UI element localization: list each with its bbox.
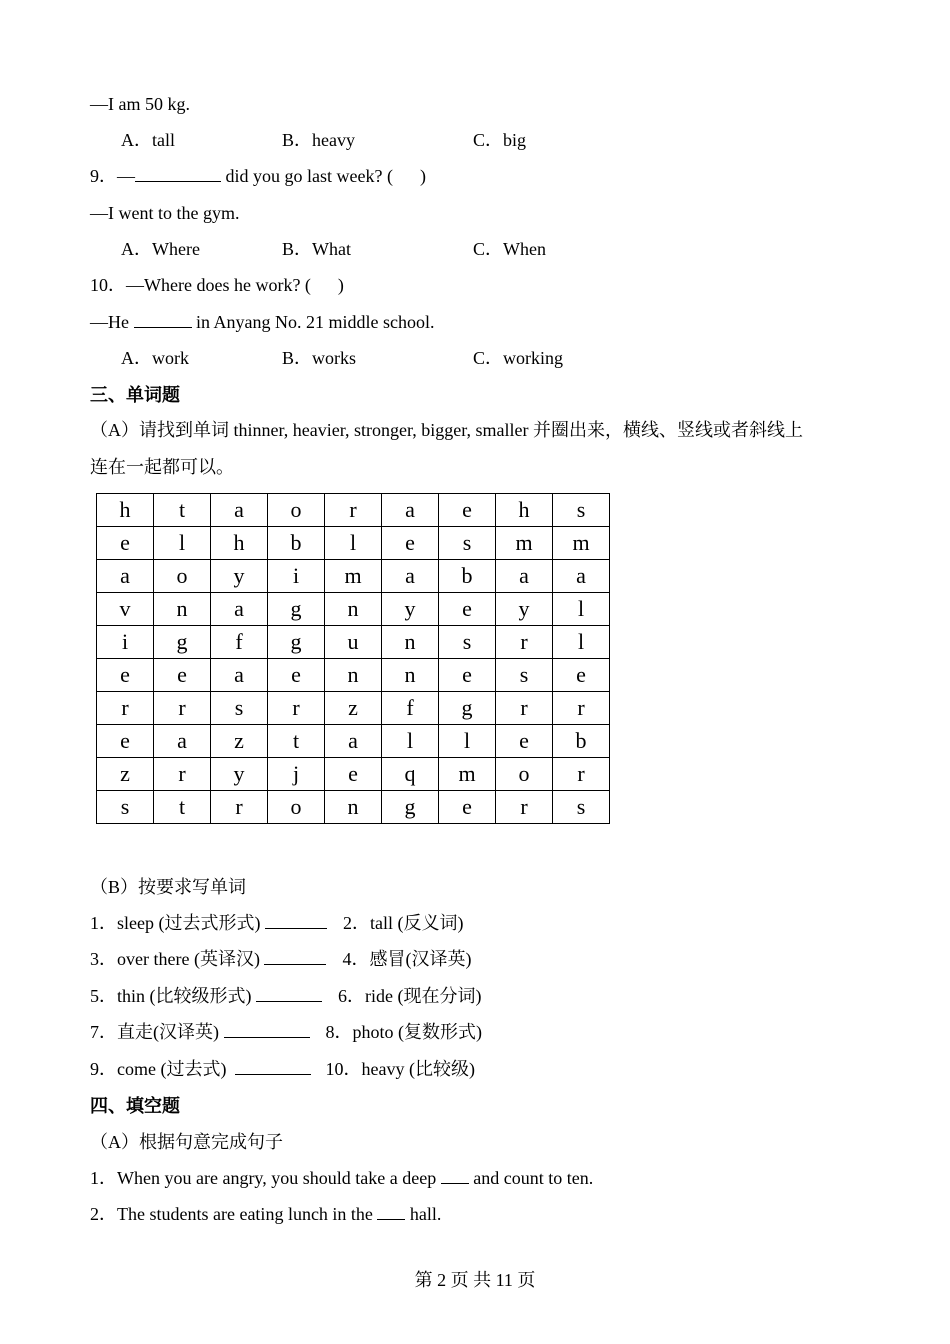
grid-cell: g bbox=[154, 626, 211, 659]
grid-cell: e bbox=[439, 659, 496, 692]
grid-cell: o bbox=[268, 494, 325, 527]
grid-cell: b bbox=[439, 560, 496, 593]
answer-blank bbox=[264, 948, 326, 965]
answer-blank bbox=[377, 1203, 405, 1220]
grid-cell: m bbox=[439, 758, 496, 791]
grid-cell: e bbox=[439, 593, 496, 626]
grid-cell: o bbox=[496, 758, 553, 791]
grid-row bbox=[97, 626, 610, 659]
q9-option-c: C．When bbox=[473, 239, 546, 259]
grid-cell: s bbox=[439, 626, 496, 659]
answer-blank bbox=[256, 985, 322, 1002]
grid-cell: a bbox=[382, 494, 439, 527]
grid-cell: s bbox=[211, 692, 268, 725]
grid-cell: t bbox=[268, 725, 325, 758]
grid-row bbox=[97, 659, 610, 692]
grid-cell: m bbox=[325, 560, 382, 593]
part-b-row-4: 7．直走(汉译英) 8．photo (复数形式) bbox=[90, 1022, 482, 1042]
grid-cell: q bbox=[382, 758, 439, 791]
grid-cell: e bbox=[439, 791, 496, 824]
section-4-title: 四、填空题 bbox=[90, 1096, 180, 1116]
part-b-row-2: 3．over there (英译汉) 4．感冒(汉译英) bbox=[90, 949, 472, 969]
grid-cell: r bbox=[553, 758, 610, 791]
grid-cell: j bbox=[268, 758, 325, 791]
answer-blank bbox=[224, 1021, 310, 1038]
answer-blank bbox=[235, 1058, 311, 1075]
grid-cell: z bbox=[97, 758, 154, 791]
grid-cell: r bbox=[154, 692, 211, 725]
q9-option-b: B．What bbox=[282, 239, 351, 259]
grid-cell: r bbox=[496, 791, 553, 824]
grid-cell: e bbox=[268, 659, 325, 692]
grid-row bbox=[97, 593, 610, 626]
grid-cell: r bbox=[268, 692, 325, 725]
q9-blank bbox=[135, 165, 221, 182]
part-b-row-1: 1．sleep (过去式形式) 2．tall (反义词) bbox=[90, 913, 464, 933]
q10-option-a: A．work bbox=[121, 348, 189, 368]
grid-cell: h bbox=[97, 494, 154, 527]
grid-cell: t bbox=[154, 791, 211, 824]
grid-row bbox=[97, 560, 610, 593]
grid-cell: a bbox=[211, 494, 268, 527]
grid-cell: l bbox=[154, 527, 211, 560]
grid-cell: s bbox=[553, 494, 610, 527]
word-search-grid bbox=[96, 493, 610, 824]
grid-cell: e bbox=[154, 659, 211, 692]
grid-row bbox=[97, 527, 610, 560]
part-b-row-5: 9．come (过去式) 10．heavy (比较级) bbox=[90, 1059, 475, 1079]
grid-cell: a bbox=[553, 560, 610, 593]
grid-cell: o bbox=[268, 791, 325, 824]
grid-row bbox=[97, 692, 610, 725]
q8-answer: —I am 50 kg. bbox=[90, 94, 190, 114]
grid-cell: r bbox=[496, 626, 553, 659]
answer-blank bbox=[441, 1167, 469, 1184]
grid-cell: y bbox=[382, 593, 439, 626]
grid-cell: e bbox=[325, 758, 382, 791]
grid-cell: a bbox=[496, 560, 553, 593]
grid-cell: b bbox=[268, 527, 325, 560]
q10-option-c: C．working bbox=[473, 348, 563, 368]
part-b-row-3: 5．thin (比较级形式) 6．ride (现在分词) bbox=[90, 986, 482, 1006]
answer-blank bbox=[265, 912, 327, 929]
q9-stem bbox=[90, 165, 426, 187]
section-4-part-a-title: （A）根据句意完成句子 bbox=[90, 1132, 283, 1152]
section-4-item-2: 2．The students are eating lunch in the hall. bbox=[90, 1204, 442, 1224]
q8-option-b: B．heavy bbox=[282, 130, 355, 150]
q9-number: 9．— bbox=[90, 166, 135, 186]
grid-cell: l bbox=[553, 626, 610, 659]
grid-cell: z bbox=[211, 725, 268, 758]
grid-cell: o bbox=[154, 560, 211, 593]
grid-cell: s bbox=[553, 791, 610, 824]
grid-cell: l bbox=[553, 593, 610, 626]
grid-cell: a bbox=[154, 725, 211, 758]
section-4-item-1: 1．When you are angry, you should take a deep and count to ten. bbox=[90, 1168, 594, 1188]
grid-cell: a bbox=[211, 593, 268, 626]
grid-cell: t bbox=[154, 494, 211, 527]
grid-cell: e bbox=[382, 527, 439, 560]
grid-cell: a bbox=[382, 560, 439, 593]
grid-cell: e bbox=[439, 494, 496, 527]
q9-option-a: A．Where bbox=[121, 239, 200, 259]
q8-option-a: A．tall bbox=[121, 130, 175, 150]
grid-cell: r bbox=[325, 494, 382, 527]
grid-cell: y bbox=[496, 593, 553, 626]
grid-cell: y bbox=[211, 560, 268, 593]
grid-row bbox=[97, 791, 610, 824]
section-3-part-a-instructions-cont: 连在一起都可以。 bbox=[90, 457, 234, 477]
grid-cell: g bbox=[382, 791, 439, 824]
q10-blank bbox=[134, 311, 192, 328]
grid-cell: u bbox=[325, 626, 382, 659]
grid-cell: a bbox=[211, 659, 268, 692]
grid-cell: l bbox=[439, 725, 496, 758]
grid-cell: z bbox=[325, 692, 382, 725]
grid-cell: n bbox=[154, 593, 211, 626]
grid-cell: s bbox=[496, 659, 553, 692]
grid-cell: i bbox=[97, 626, 154, 659]
section-3-part-a-instructions: （A）请找到单词 thinner, heavier, stronger, bigger, smaller 并圈出来，横线、竖线或者斜线上 bbox=[90, 420, 804, 440]
grid-cell: b bbox=[553, 725, 610, 758]
page-footer: 第 2 页 共 11 页 bbox=[414, 1270, 536, 1290]
grid-cell: r bbox=[211, 791, 268, 824]
grid-row bbox=[97, 494, 610, 527]
grid-cell: h bbox=[496, 494, 553, 527]
q10-option-b: B．works bbox=[282, 348, 357, 368]
q10-answer: —He in Anyang No. 21 middle school. bbox=[90, 312, 435, 332]
grid-cell: l bbox=[325, 527, 382, 560]
grid-cell: r bbox=[97, 692, 154, 725]
grid-cell: r bbox=[154, 758, 211, 791]
grid-cell: f bbox=[382, 692, 439, 725]
q10-stem: 10．—Where does he work? ( ) bbox=[90, 275, 344, 295]
grid-cell: a bbox=[325, 725, 382, 758]
grid-cell: n bbox=[325, 791, 382, 824]
grid-cell: s bbox=[439, 527, 496, 560]
grid-cell: n bbox=[325, 659, 382, 692]
q9-answer: —I went to the gym. bbox=[90, 203, 240, 223]
grid-cell: n bbox=[382, 626, 439, 659]
grid-cell: m bbox=[496, 527, 553, 560]
grid-cell: r bbox=[553, 692, 610, 725]
grid-cell: y bbox=[211, 758, 268, 791]
grid-cell: a bbox=[97, 560, 154, 593]
grid-cell: v bbox=[97, 593, 154, 626]
grid-cell: e bbox=[97, 725, 154, 758]
grid-cell: i bbox=[268, 560, 325, 593]
grid-cell: e bbox=[97, 527, 154, 560]
grid-row bbox=[97, 725, 610, 758]
grid-cell: l bbox=[382, 725, 439, 758]
grid-cell: g bbox=[268, 593, 325, 626]
grid-cell: g bbox=[439, 692, 496, 725]
q8-option-c: C．big bbox=[473, 130, 527, 150]
section-3-part-b-title: （B）按要求写单词 bbox=[90, 877, 247, 897]
grid-cell: f bbox=[211, 626, 268, 659]
grid-cell: h bbox=[211, 527, 268, 560]
grid-cell: e bbox=[553, 659, 610, 692]
grid-cell: g bbox=[268, 626, 325, 659]
grid-cell: s bbox=[97, 791, 154, 824]
grid-row bbox=[97, 758, 610, 791]
grid-cell: m bbox=[553, 527, 610, 560]
section-3-title: 三、单词题 bbox=[90, 385, 180, 405]
grid-cell: n bbox=[325, 593, 382, 626]
grid-cell: r bbox=[496, 692, 553, 725]
grid-cell: e bbox=[496, 725, 553, 758]
grid-cell: n bbox=[382, 659, 439, 692]
grid-cell: e bbox=[97, 659, 154, 692]
q9-stem-text: did you go last week? ( ) bbox=[221, 166, 426, 186]
